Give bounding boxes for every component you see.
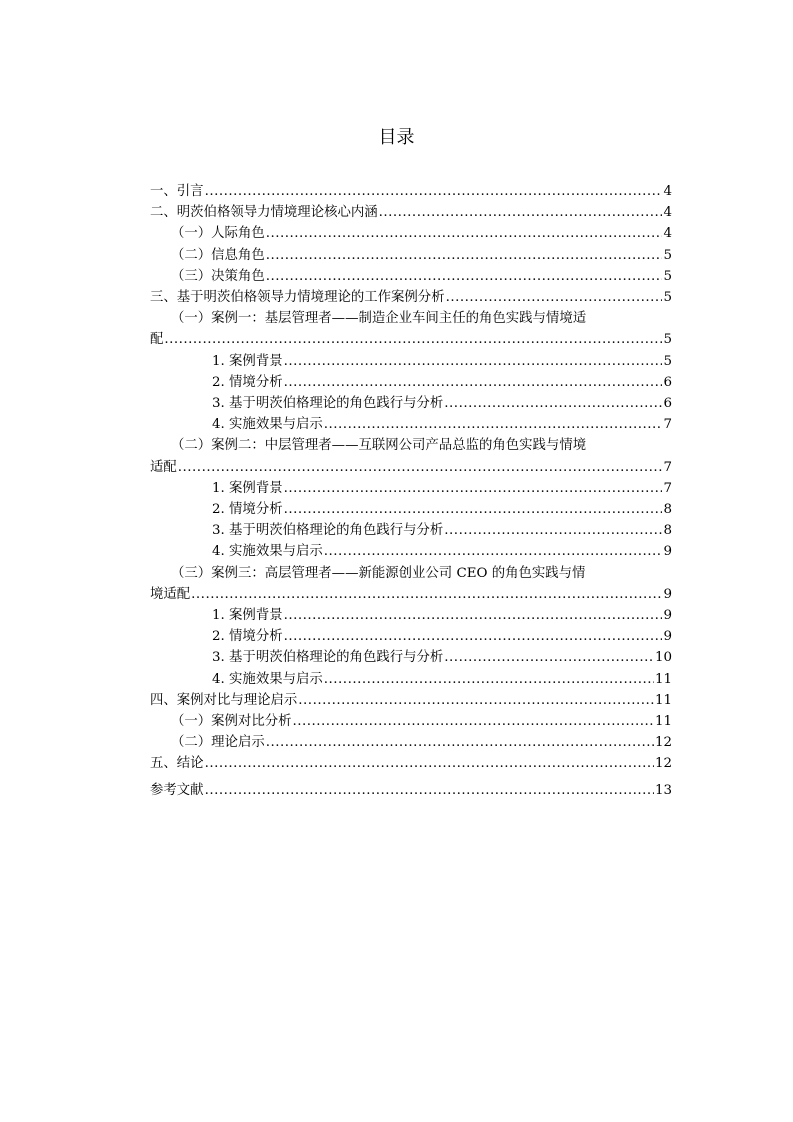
toc-page-number: 5	[663, 332, 672, 348]
toc-leader	[191, 584, 662, 605]
toc-entry-text: （三）案例三：高层管理者——新能源创业公司 CEO 的角色实践与情	[171, 565, 586, 581]
toc-entry-text: 三、基于明茨伯格领导力情境理论的工作案例分析	[150, 290, 445, 306]
toc-entry[interactable]	[150, 690, 672, 711]
toc-entry[interactable]	[150, 435, 672, 477]
toc-page-number: 4	[663, 184, 672, 199]
toc-entry[interactable]	[150, 605, 672, 626]
toc-page-number: 5	[663, 247, 672, 263]
toc-entry-text: 4. 实施效果与启示	[212, 417, 323, 433]
toc-entry[interactable]	[150, 753, 672, 774]
toc-page-number: 6	[663, 374, 672, 390]
toc-leader	[284, 372, 663, 393]
toc-entry-text: 参考文献	[150, 782, 204, 798]
toc-entry-text-continued: 适配	[150, 459, 177, 475]
toc-entry-text: 4. 实施效果与启示	[212, 671, 323, 687]
toc-entry-text: 3. 基于明茨伯格理论的角色践行与分析	[212, 650, 444, 666]
toc-entry[interactable]	[150, 287, 672, 308]
toc-entry-text: 3. 基于明茨伯格理论的角色践行与分析	[212, 396, 444, 412]
toc-page-number: 8	[663, 502, 672, 518]
toc-entry-text: 2. 情境分析	[212, 374, 283, 390]
toc-page-number: 8	[663, 523, 672, 539]
toc-entry[interactable]	[150, 647, 672, 668]
toc-entry-text: 3. 基于明茨伯格理论的角色践行与分析	[212, 523, 444, 539]
toc-entry-text: 2. 情境分析	[212, 502, 283, 518]
toc-page-number: 12	[654, 735, 672, 751]
toc-entry[interactable]	[150, 351, 672, 372]
toc-entry-text: 2. 情境分析	[212, 629, 283, 645]
toc-entry-text: 1. 案例背景	[212, 353, 283, 369]
toc-entry[interactable]	[150, 223, 672, 244]
toc-leader	[266, 223, 663, 244]
toc-page-number: 9	[663, 586, 672, 602]
toc-leader	[324, 541, 663, 562]
toc-page-number: 9	[663, 629, 672, 645]
toc-page-number: 7	[663, 480, 672, 496]
toc-page-number: 11	[654, 714, 672, 730]
toc-entry[interactable]	[150, 499, 672, 520]
toc-entry-text: （三）决策角色	[171, 268, 265, 284]
toc-page-number: 5	[663, 290, 672, 306]
toc-leader	[284, 499, 663, 520]
toc-entry[interactable]	[150, 732, 672, 753]
toc-entry[interactable]	[150, 626, 672, 647]
toc-entry[interactable]	[150, 780, 672, 801]
toc-entry[interactable]	[150, 266, 672, 287]
toc-entry-text: 4. 实施效果与启示	[212, 544, 323, 560]
toc-leader	[298, 690, 654, 711]
toc-entry-text: （二）理论启示	[171, 735, 265, 751]
toc-entry[interactable]	[150, 181, 672, 202]
toc-leader	[284, 626, 663, 647]
toc-leader	[284, 351, 663, 372]
toc-entry-text: （二）信息角色	[171, 247, 265, 263]
toc-entry[interactable]	[150, 393, 672, 414]
toc-leader	[324, 414, 663, 435]
toc-leader	[164, 329, 662, 350]
toc-entry[interactable]	[150, 478, 672, 499]
toc-leader	[444, 520, 662, 541]
toc-entry-text: 四、案例对比与理论启示	[150, 692, 298, 708]
toc-entry-text: （一）人际角色	[171, 226, 265, 242]
toc-entry-text: （一）案例一：基层管理者——制造企业车间主任的角色实践与情境适	[171, 311, 587, 327]
toc-page-number: 9	[663, 544, 672, 560]
toc-leader	[446, 287, 663, 308]
toc-leader	[444, 393, 662, 414]
toc-page-number: 5	[663, 268, 672, 284]
toc-page-number: 13	[654, 782, 672, 798]
toc-leader	[205, 780, 654, 801]
toc-entry[interactable]	[150, 202, 672, 223]
toc-entry[interactable]	[150, 414, 672, 435]
toc-entry-text: （二）案例二：中层管理者——互联网公司产品总监的角色实践与情境	[171, 438, 587, 454]
toc-entry[interactable]	[150, 308, 672, 350]
toc-page-number: 11	[654, 692, 672, 708]
toc-entry[interactable]	[150, 520, 672, 541]
toc-page-number: 4	[663, 226, 672, 242]
toc-leader	[284, 478, 663, 499]
toc-leader	[178, 457, 663, 478]
toc-entry[interactable]	[150, 245, 672, 266]
toc-entry[interactable]	[150, 563, 672, 605]
toc-entry-text: 1. 案例背景	[212, 480, 283, 496]
toc-entry[interactable]	[150, 669, 672, 690]
toc-entry-text-continued: 境适配	[150, 586, 191, 602]
toc-leader	[444, 647, 654, 668]
toc-page-number: 11	[654, 671, 672, 687]
toc-leader	[205, 181, 663, 202]
toc-entry-text: 五、结论	[150, 756, 204, 772]
toc-entry-text: 1. 案例背景	[212, 608, 283, 624]
toc-page-number: 5	[663, 353, 672, 369]
toc-entry-text-continued: 配	[150, 332, 164, 348]
toc-leader	[266, 245, 663, 266]
toc-page-number: 6	[663, 396, 672, 412]
toc-leader	[293, 711, 654, 732]
toc-page-number: 9	[663, 608, 672, 624]
toc-entry[interactable]	[150, 711, 672, 732]
toc-leader	[379, 202, 663, 223]
toc-leader	[324, 669, 654, 690]
toc-page-number: 7	[663, 459, 672, 475]
toc-leader	[266, 732, 654, 753]
toc-leader	[266, 266, 663, 287]
toc-entry[interactable]	[150, 372, 672, 393]
toc-page-number: 4	[663, 205, 672, 221]
toc-entry-text: 二、明茨伯格领导力情境理论核心内涵	[150, 205, 378, 221]
toc-page-number: 10	[654, 650, 672, 666]
toc-page-number: 12	[654, 756, 672, 772]
toc-title: 目录	[378, 127, 415, 148]
toc-entry-text: 一、引言	[150, 184, 204, 199]
toc-entry[interactable]	[150, 541, 672, 562]
table-of-contents	[150, 181, 672, 801]
toc-entry-text: （一）案例对比分析	[171, 714, 292, 730]
toc-leader	[205, 753, 654, 774]
toc-page-number: 7	[663, 417, 672, 433]
toc-leader	[284, 605, 663, 626]
